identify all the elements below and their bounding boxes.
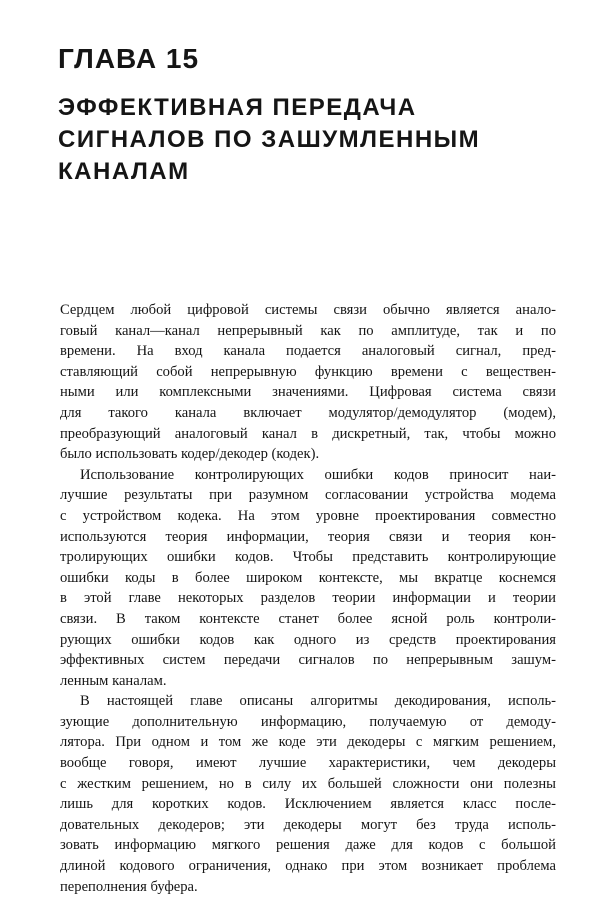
paragraph-1 — [60, 300, 556, 465]
text-line: В настоящей главе описаны алгоритмы декодирования, исполь- — [80, 693, 556, 710]
chapter-label: ГЛАВА 15 — [58, 43, 200, 74]
body-text — [60, 300, 556, 897]
text-line: связи. В таком контексте станет более ясной роль контроли- — [60, 610, 556, 627]
text-line: преобразующий аналоговый канал в дискретный, так, чтобы можно — [60, 425, 556, 442]
text-line: ставляющий собой непрерывную функцию времени с веществен- — [60, 363, 556, 380]
text-line: с устройством кодека. На этом уровне проектирования совместно — [60, 507, 556, 524]
text-line: говый канал—канал непрерывный как по амплитуде, так и по — [60, 322, 556, 339]
text-line: лучшие результаты при разумном согласовании устройства модема — [60, 487, 556, 504]
text-line: времени. На вход канала подается аналоговый сигнал, пред- — [60, 343, 556, 360]
text-line: эффективных систем передачи сигналов по непрерывным зашум- — [60, 652, 556, 669]
text-line: тролирующих ошибки кодов. Чтобы представить контролирующие — [60, 549, 556, 566]
paragraph-3 — [60, 691, 556, 897]
text-line: лятора. При одном и том же коде эти декодеры с мягким решением, — [60, 734, 556, 751]
text-line: ленным каналам. — [60, 672, 167, 689]
text-line: используются теория информации, теория связи и теория кон- — [60, 528, 556, 545]
text-line: переполнения буфера. — [60, 878, 198, 895]
text-line: ными или комплексными значениями. Цифровая система связи — [60, 384, 556, 401]
text-line: лишь для коротких кодов. Исключением является класс после- — [60, 796, 556, 813]
text-line: для такого канала включает модулятор/демодулятор (модем), — [60, 404, 556, 421]
text-line: было использовать кодер/декодер (кодек). — [60, 446, 320, 463]
text-line: зовать информацию мягкого решения даже для кодов с большой — [60, 837, 556, 854]
text-line: рующих ошибки кодов как одного из средств проектирования — [60, 631, 556, 648]
text-line: вообще говоря, имеют лучшие характеристики, чем декодеры — [60, 755, 556, 772]
text-line: длиной кодового ограничения, однако при этом возникает проблема — [60, 858, 556, 875]
chapter-title-line: ЭФФЕКТИВНАЯ ПЕРЕДАЧА — [58, 94, 417, 121]
text-line: Использование контролирующих ошибки кодов приносит наи- — [80, 466, 556, 483]
text-line: зующие дополнительную информацию, получаемую от демоду- — [60, 713, 556, 730]
text-line: в этой главе некоторых разделов теории информации и теории — [60, 590, 556, 607]
chapter-title-line: СИГНАЛОВ ПО ЗАШУМЛЕННЫМ — [58, 126, 481, 153]
text-line: довательных декодеров; эти декодеры могут без труда исполь- — [60, 816, 556, 833]
chapter-title-line: КАНАЛАМ — [58, 158, 190, 185]
paragraph-2 — [60, 465, 556, 692]
chapter-title — [58, 92, 558, 188]
text-line: с жестким решением, но в силу их большей сложности они полезны — [60, 775, 556, 792]
text-line: Сердцем любой цифровой системы связи обычно является анало- — [60, 302, 556, 318]
text-line: ошибки коды в более широком контексте, мы вкратце коснемся — [60, 569, 556, 586]
